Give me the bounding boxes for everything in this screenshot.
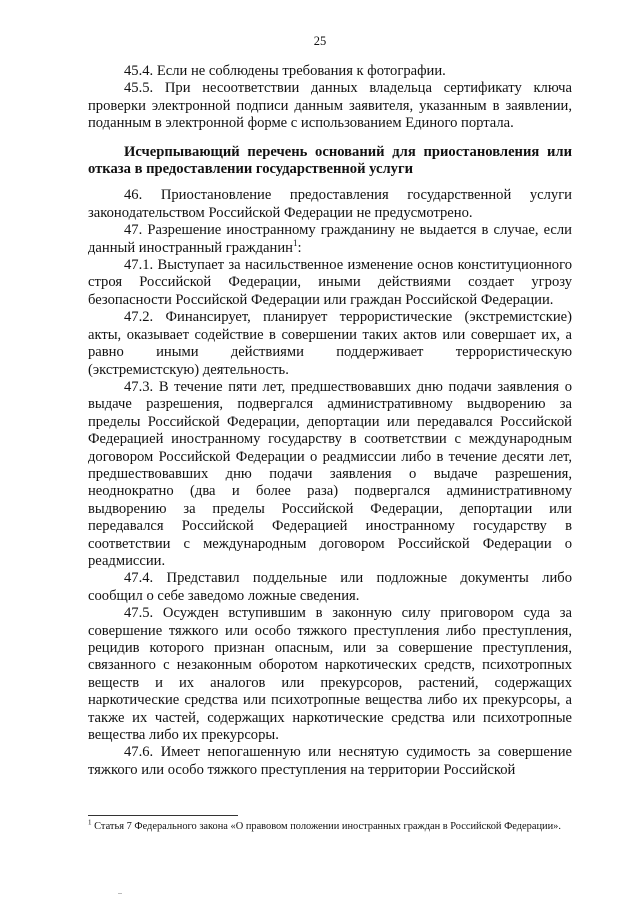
paragraph-47-6: 47.6. Имеет непогашенную или неснятую судимость за совершение тяжкого или особо тяжкого преступления на территории Российской	[88, 744, 572, 778]
paragraph-47-text: 47. Разрешение иностранному гражданину не выдается в случае, если данный иностранный гражданин	[88, 222, 572, 256]
paragraph-47-2: 47.2. Финансирует, планирует террористические (экстремистские) акты, оказывает содействие в совершении таких актов или совершает их, а равно иными действиями поддерживает террористическую (экстремистскую) деятельность.	[88, 309, 572, 378]
footnote-mark: 1	[88, 818, 92, 827]
footnote-text: Статья 7 Федерального закона «О правовом положении иностранных граждан в Российской Федерации».	[94, 821, 561, 832]
paragraph-47-1: 47.1. Выступает за насильственное изменение основ конституционного строя Российской Федерации, иными действиями создает угрозу безопасности Российской Федерации или граждан Российской Федерации.	[88, 257, 572, 308]
scan-speck	[118, 893, 122, 894]
section-heading: Исчерпывающий перечень оснований для приостановления или отказа в предоставлении государственной услуги	[88, 143, 572, 178]
page-number: 25	[313, 34, 327, 48]
paragraph-46: 46. Приостановление предоставления государственной услуги законодательством Российской Федерации не предусмотрено.	[88, 187, 572, 221]
paragraph-47-3: 47.3. В течение пяти лет, предшествовавших дню подачи заявления о выдаче разрешения, подвергался административному выдворению за пределы Российской Федерации, депортации или передавался Российской Федерацией иностранному государству в соответствии с международным договором Российской Федерации о реадмиссии либо в течение десяти лет, предшествовавших дню подачи заявления о выдаче разрешения, неоднократно (два и более раза) подвергался административному выдворению за пределы Российской Федерации, депортации или передавался Российской Федерацией иностранному государству в соответствии с международным договором Российской Федерации о реадмиссии.	[88, 378, 572, 569]
footnote	[88, 820, 572, 833]
document-body	[88, 63, 572, 779]
paragraph-47-colon: :	[297, 239, 302, 256]
paragraph-47-4: 47.4. Представил поддельные или подложные документы либо сообщил о себе заведомо ложные сведения.	[88, 570, 572, 604]
footnote-reference: 1	[292, 237, 298, 248]
paragraph-45-4: 45.4. Если не соблюдены требования к фотографии.	[124, 63, 446, 79]
paragraph-47-5: 47.5. Осужден вступившим в законную силу приговором суда за совершение тяжкого или особо тяжкого преступления либо преступления, рецидив которого признан опасным, или за совершение преступления, связанного с незаконным оборотом наркотических средств, психотропных веществ и их аналогов или прекурсоров, растений, содержащих наркотические средства или психотропные вещества либо их прекурсоры, а также их частей, содержащих наркотические средства или психотропные вещества либо их прекурсоры.	[88, 605, 572, 744]
footnote-divider	[88, 815, 238, 816]
paragraph-47	[88, 222, 572, 257]
paragraph-45-5: 45.5. При несоответствии данных владельца сертификату ключа проверки электронной подписи данным заявителя, указанным в заявлении, поданным в электронной форме с использованием Единого портала.	[88, 80, 572, 132]
